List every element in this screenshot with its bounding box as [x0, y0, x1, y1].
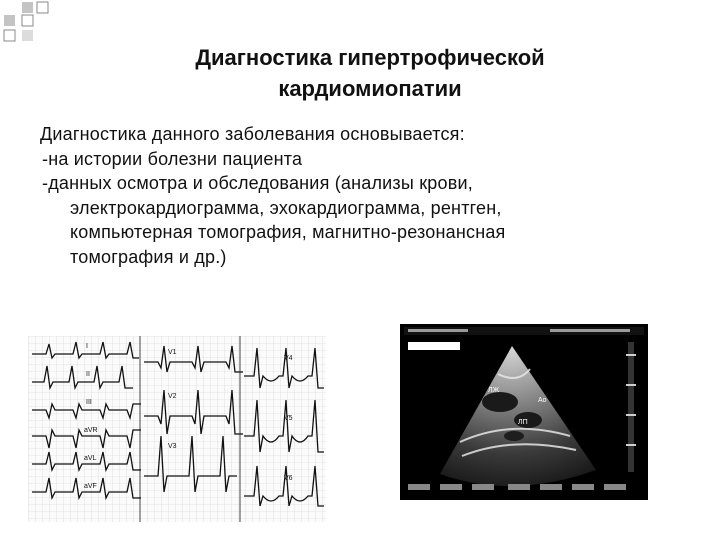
bullet-exam-cont-3: томография и др.) [70, 246, 227, 267]
ecg-lead-label: aVR [84, 427, 98, 434]
ecg-lead-label: II [86, 371, 90, 378]
slide-body [40, 122, 680, 269]
ecg-lead-label: V6 [284, 475, 293, 482]
bullet-exam-cont-1: электрокардиограмма, эхокардиограмма, рентген, [70, 197, 502, 218]
ecg-lead-label: V3 [168, 443, 177, 450]
echo-label-ao: Ao [538, 397, 547, 404]
ecg-lead-label: aVF [84, 483, 97, 490]
ecg-lead-label: aVL [84, 455, 97, 462]
title-line-2: кардиомиопатии [278, 76, 462, 101]
echo-label-la: ЛП [518, 419, 528, 426]
ecg-lead-label: V5 [284, 415, 293, 422]
echocardiogram-image [400, 324, 648, 500]
ecg-lead-label: V1 [168, 349, 177, 356]
corner-decoration [0, 0, 60, 48]
ecg-lead-label: V4 [284, 355, 293, 362]
title-line-1: Диагностика гипертрофической [195, 45, 545, 70]
ecg-image [28, 336, 326, 522]
ecg-lead-label: I [86, 343, 88, 350]
bullet-exam-cont-2: компьютерная томография, магнитно-резонансная [70, 222, 506, 242]
intro-text: Диагностика данного заболевания основывается: [40, 124, 465, 144]
echo-label-lv: ЛЖ [488, 387, 500, 394]
bullet-exam: -данных осмотра и обследования (анализы крови, [42, 173, 473, 193]
ecg-lead-label: III [86, 399, 92, 406]
slide-title [40, 42, 700, 104]
ecg-lead-label: V2 [168, 393, 177, 400]
bullet-history: -на истории болезни пациента [42, 148, 303, 169]
